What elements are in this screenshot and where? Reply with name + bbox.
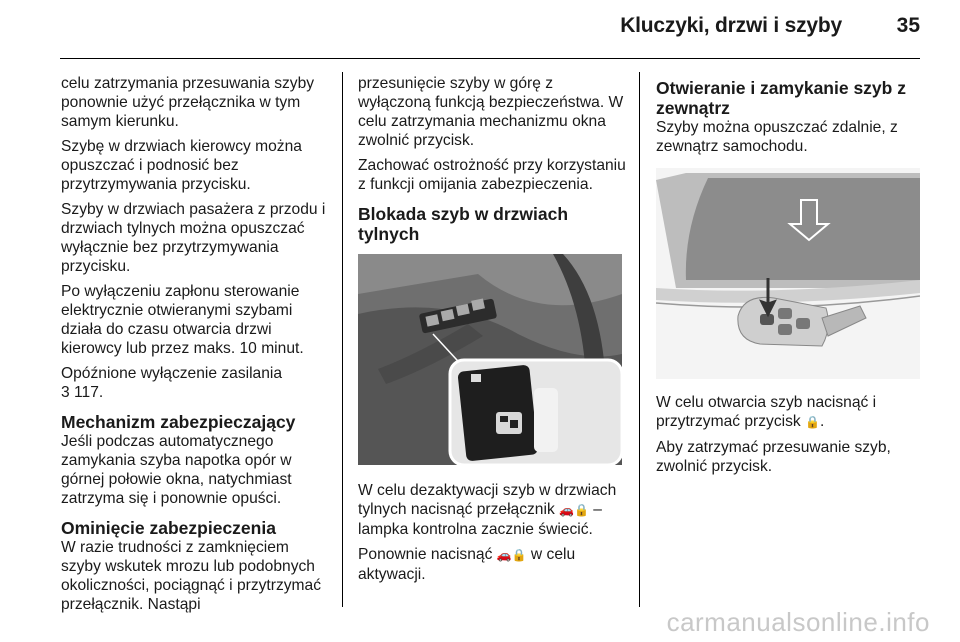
rear-window-lock-switch <box>496 412 522 434</box>
paragraph: Szybę w drzwiach kierowcy można opuszczać i podnosić bez przytrzymywania przycisku. <box>61 138 302 193</box>
paragraph: W celu otwarcia szyb nacisnąć i przytrzymać przycisk 🔒. <box>656 394 877 430</box>
section-heading-mechanism: Mechanizm zabezpieczający <box>61 412 296 432</box>
reference-text: Opóźnione wyłączenie zasilania <box>61 365 283 382</box>
lock-switch-zoom <box>450 360 622 465</box>
page-number: 35 <box>896 14 920 37</box>
paragraph: Po wyłączeniu zapłonu sterowanie elektrycznie otwieranymi szybami działa do czasu otwarcia drzwi kierowcy lub przez maks. 10 minut. <box>61 283 304 357</box>
page-reference-link[interactable]: 117. <box>74 384 104 401</box>
column-divider-2 <box>639 72 640 607</box>
column-1 <box>61 74 331 620</box>
section-heading-remote: Otwieranie i zamykanie szyb z zewnątrz <box>656 78 906 118</box>
paragraph: przesunięcie szyby w górę z wyłączoną funkcją bezpieczeństwa. W celu zatrzymania mechanizmu okna zwolnić przycisk. <box>358 75 624 149</box>
paragraph: Aby zatrzymać przesuwanie szyb, zwolnić przycisk. <box>656 439 891 475</box>
paragraph-reference <box>61 364 331 402</box>
paragraph: W celu dezaktywacji szyb w drzwiach tylnych nacisnąć przełącznik 🚗🔒 – lampka kontrolna zacznie świecić. <box>358 482 617 538</box>
column-2 <box>358 74 628 590</box>
paragraph: Szyby w drzwiach pasażera z przodu i drzwiach tylnych można opuszczać wyłącznie bez przytrzymywania przycisku. <box>61 201 326 275</box>
column-3 <box>656 74 922 482</box>
window-button <box>760 314 774 325</box>
paragraph: Zachować ostrożność przy korzystaniu z funkcji omijania zabezpieczenia. <box>358 157 626 193</box>
child-lock-icon: 🚗🔒 <box>559 503 589 517</box>
watermark: carmanualsonline.info <box>666 607 930 637</box>
page-reference-arrow-icon: 3 <box>61 384 70 401</box>
paragraph: Ponownie nacisnąć 🚗🔒 w celu aktywacji. <box>358 546 576 583</box>
lock-icon: 🔒 <box>805 415 820 429</box>
header-rule <box>60 58 920 59</box>
door-switch-illustration <box>358 254 622 465</box>
child-lock-icon: 🚗🔒 <box>496 548 527 562</box>
paragraph: Jeśli podczas automatycznego zamykania szyba napotka opór w górnej połowie okna, natychmiast zatrzyma się i ponownie opuści. <box>61 433 292 507</box>
section-heading-override: Ominięcie zabezpieczenia <box>61 518 276 538</box>
paragraph: celu zatrzymania przesuwania szyby ponownie użyć przełącznika w tym samym kierunku. <box>61 75 315 130</box>
column-divider-1 <box>342 72 343 607</box>
remote-key-illustration <box>656 168 920 379</box>
paragraph: W razie trudności z zamknięciem szyby wskutek mrozu lub podobnych okoliczności, pociągnąć i przytrzymać przełącznik. Nastąpi <box>61 539 321 613</box>
header-title: Kluczyki, drzwi i szyby <box>620 14 842 37</box>
paragraph: Szyby można opuszczać zdalnie, z zewnątrz samochodu. <box>656 119 898 155</box>
section-heading-rear-lock: Blokada szyb w drzwiach tylnych <box>358 204 569 244</box>
